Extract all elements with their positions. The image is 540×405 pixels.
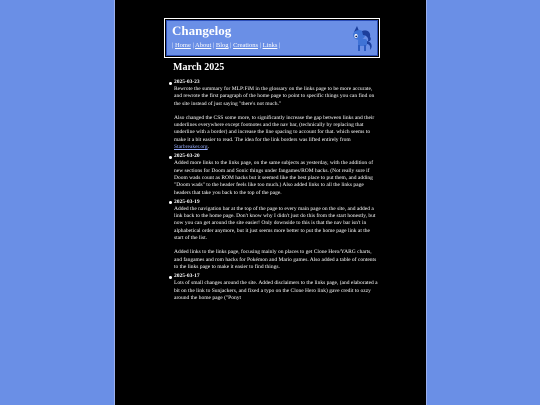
- pony-mascot-icon: [348, 23, 374, 53]
- nav-separator: |: [259, 42, 261, 49]
- page-title: Changelog: [172, 23, 232, 38]
- nav-bar: [172, 42, 280, 50]
- entry-text: Added the navigation bar at the top of the page to every main page on the site, and added a link back to the home page. Don't know why I didn't just do this from the start honestly, but now you can get around the site easier! Only downside to this is that the nav bar isn't in alphabetical order anymore, but it just seems more better to put the home page link at the start of the list.: [174, 205, 376, 242]
- entry-text: Added links to the links page, focusing mainly on places to get Clone Hero/YARG charts, and fangames and rom hacks for Pokémon and Mario games. Also added a table of contents to the links page to make it easier to find things.: [174, 249, 377, 270]
- site-header-inner: [166, 20, 378, 56]
- entry-date: 2025-03-23: [174, 79, 200, 85]
- list-item: [169, 79, 379, 151]
- nav-separator: |: [230, 42, 232, 49]
- nav-separator: |: [192, 42, 194, 49]
- nav-separator: |: [172, 42, 174, 49]
- page-column: [114, 0, 427, 405]
- nav-link-blog[interactable]: Blog: [215, 42, 229, 49]
- entry-text: Added more links to the links page, on the same subjects as yesterday, with the addition of new sections for Doom and Sonic things under fangames/ROM hacks. (Not really sure if Doom wads count as ROM hacks but it seemed like the best place to put them, and adding "Doom wads" to the header feels like too much.) Also added links to all the links page headers that take you back to the top of the page.: [174, 160, 374, 196]
- entry-text: Rewrote the summary for MLP:FiM in the glossary on the links page to be more accurate, and rewrote the first paragraph of the home page to point to specific things you can find on the site instead of just saying "there's not much.": [174, 86, 375, 107]
- entry-text-part: .: [207, 144, 210, 151]
- nav-link-links[interactable]: Links: [262, 42, 278, 49]
- nav-link-home[interactable]: Home: [174, 42, 191, 49]
- entry-text: Lots of small changes around the site. Added disclaimers to the links page, (and elaborated a bit on the link to Sunjackers, and fixed a typo on the Clone Hero link) gave credit to ozzy around the home page ("Ponyt: [174, 280, 378, 301]
- entry-text-part: Also changed the CSS some more, to significantly increase the gap between links and their underlines everywhere except footnotes and the nav bar, (technically by replacing that underline with a border) and increase the line spacing to account for that. which seems to make it a bit easier to read. The idea for the link borders was lifted entirely from: [174, 114, 375, 143]
- entry-date: 2025-03-17: [174, 273, 200, 280]
- entry-date: 2025-03-19: [174, 198, 200, 205]
- site-header: [164, 18, 380, 58]
- list-item: [169, 273, 379, 302]
- starbreaker-link[interactable]: Starbreaker.org: [174, 144, 208, 151]
- changelog-list: [169, 79, 379, 302]
- entry-text: [174, 115, 379, 151]
- list-item: [169, 153, 379, 196]
- nav-separator: |: [212, 42, 215, 49]
- entry-date: 2025-03-20: [174, 153, 200, 160]
- nav-separator: |: [279, 42, 281, 49]
- list-item: [169, 199, 379, 271]
- month-heading: March 2025: [173, 62, 225, 73]
- main-content: [169, 62, 379, 304]
- nav-link-creations[interactable]: Creations: [233, 42, 258, 49]
- nav-link-about[interactable]: About: [195, 42, 212, 49]
